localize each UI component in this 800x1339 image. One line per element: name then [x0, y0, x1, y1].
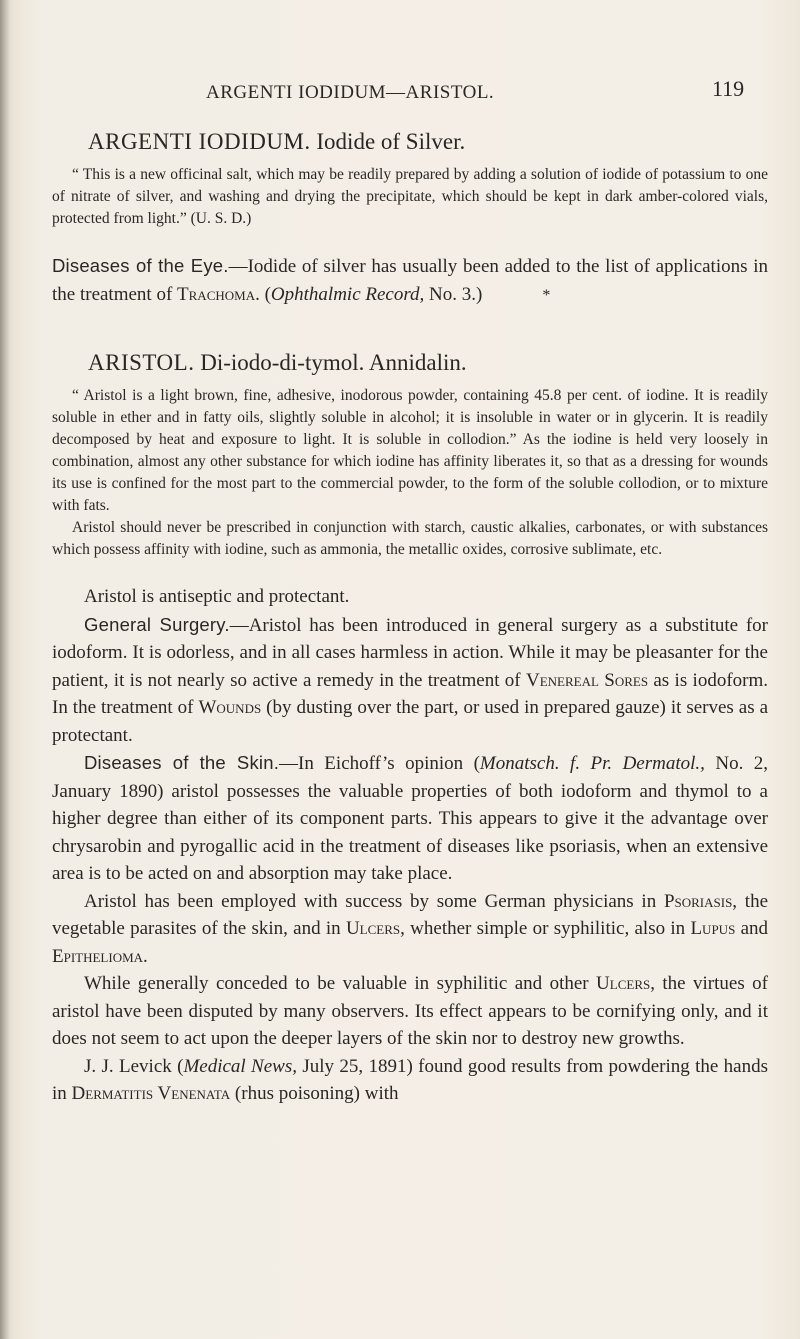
term-epithelioma: Epithelioma. — [52, 945, 148, 967]
page-body — [52, 128, 768, 1108]
entry-subtitle: Di-iodo-di-tymol. Annidalin. — [200, 350, 467, 375]
section-lead-surgery: General Surgery. — [84, 613, 230, 635]
aristol-quote-1: “ Aristol is a light brown, fine, adhesive, inodorous powder, containing 45.8 per cent. of iodine. It is readily soluble in ether and in fatty oils, slightly soluble in alcohol; it is insoluble in water or in glycerin. It is readily decomposed by heat and exposure to light. It is soluble in collodion.” As the iodine is held very loosely in combination, almost any other substance for which iodine has affinity liberates it, so that as a dressing for wounds its use is confined for the most part to the commercial powder, to the form of the soluble collodion, or to mixture with fats. — [52, 387, 768, 514]
term-ulcers: Ulcers, — [596, 973, 655, 994]
entry-heading-aristol — [52, 349, 768, 377]
term-venereal-sores: Venereal Sores — [525, 669, 649, 691]
entry-title: ARGENTI IODIDUM. — [88, 129, 311, 154]
page-number: 119 — [712, 76, 745, 101]
psoriasis-paragraph — [52, 888, 768, 971]
page-gutter-shadow — [0, 0, 10, 1339]
levick-text: J. J. Levick ( — [84, 1055, 184, 1077]
section-lead-eye: Diseases of the Eye. — [52, 255, 229, 276]
entry-title: ARISTOL. — [88, 350, 195, 375]
ulcers-text: the virtues of aristol have been disputed by many observers. Its effect appears to be cornifying only, and it does not seem to act upon the deeper layers of the skin nor to destroy new growths. — [52, 973, 768, 1049]
cite-monatsch: Monatsch. f. Pr. Dermatol., — [479, 753, 705, 774]
term-lupus: Lupus — [690, 918, 736, 939]
section-lead-skin: Diseases of the Skin. — [84, 752, 280, 773]
margin-mark: * — [542, 286, 551, 304]
levick-paragraph — [52, 1053, 768, 1108]
psoriasis-text: the vegetable parasites of the skin, and in — [52, 890, 768, 939]
psoriasis-text: Aristol has been employed with success by some German physicians in — [84, 890, 657, 912]
term-dermatitis-venenata: Dermatitis Venenata — [71, 1083, 231, 1104]
antiseptic-paragraph: Aristol is antiseptic and protectant. — [84, 586, 350, 607]
surgery-text: as is iodoform. In the treatment of — [52, 669, 769, 718]
surgery-paragraph — [52, 611, 768, 750]
term-psoriasis: Psoriasis, — [663, 890, 738, 912]
cite-number: No. 3.) — [424, 283, 483, 305]
skin-paragraph — [52, 749, 768, 888]
levick-text: July 25, 1891) found good results from powdering the hands in — [52, 1055, 768, 1104]
psoriasis-text: and — [735, 918, 769, 939]
entry-heading-argenti — [52, 128, 768, 156]
surgery-text: (by dusting over the part, or used in prepared gauze) it serves as a protectant. — [52, 697, 769, 746]
surgery-text: —Aristol has been introduced in general surgery as a substitute for iodoform. It is odorless, and in all cases harmless in action. While it may be pleasanter for the patient, it is not nearly so active a remedy in the treatment of — [52, 614, 768, 691]
cite-ophthalmic-record: Ophthalmic Record, — [270, 283, 425, 305]
cite-open: ( — [264, 283, 271, 305]
argenti-quote: “ This is a new officinal salt, which may be readily prepared by adding a solution of iodide of potassium to one of nitrate of silver, and washing and drying the precipitate, which should be kept in dark amber-colored vials, protected from light.” (U. S. D.) — [52, 166, 768, 227]
ulcers-text: While generally conceded to be valuable in syphilitic and other — [84, 973, 589, 994]
term-ulcers: Ulcers, — [345, 918, 405, 939]
ulcers-paragraph — [52, 970, 768, 1053]
eye-text: —Iodide of silver has usually been added to the list of applications in the treatment of — [52, 256, 768, 305]
running-head: ARGENTI IODIDUM—ARISTOL. — [206, 82, 495, 103]
term-wounds: Wounds — [198, 697, 262, 718]
skin-text: No. 2, January 1890) aristol possesses the valuable properties of both iodoform and thymol to a higher degree than either of its component parts. This appears to give it the advantage over chrysarobin and pyrogallic acid in the treatment of diseases like psoriasis, when an extensive area is to be acted on and absorption may take place. — [52, 753, 769, 884]
cite-medical-news: Medical News, — [183, 1055, 297, 1077]
levick-text: (rhus poisoning) with — [230, 1083, 399, 1104]
eye-paragraph — [52, 252, 768, 309]
psoriasis-text: whether simple or syphilitic, also in — [404, 918, 686, 939]
entry-subtitle: Iodide of Silver. — [316, 129, 466, 154]
aristol-quote-2: Aristol should never be prescribed in conjunction with starch, caustic alkalies, carbonates, or with substances which possess affinity with iodine, such as ammonia, the metallic oxides, corrosive sublimate, etc. — [52, 519, 768, 558]
term-trachoma: Trachoma. — [177, 283, 260, 305]
skin-text: —In Eichoff’s opinion ( — [279, 753, 480, 774]
